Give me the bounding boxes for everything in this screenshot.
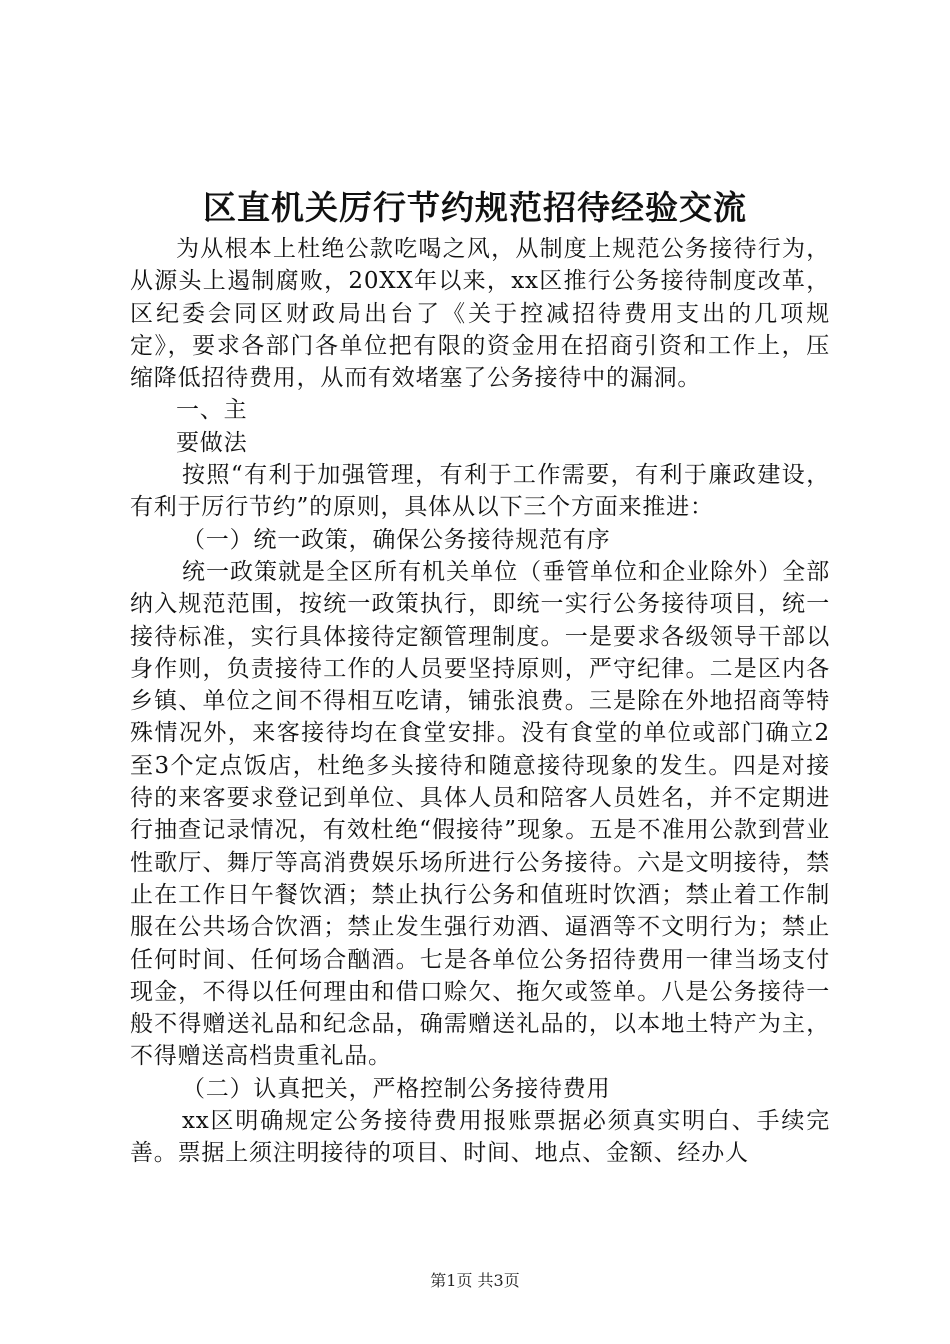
subheading-unified-policy: （一）统一政策，确保公务接待规范有序 bbox=[182, 526, 611, 553]
document-title: 区直机关厉行节约规范招待经验交流 bbox=[203, 188, 747, 227]
heading-main-methods-part1: 一、主 bbox=[176, 397, 248, 424]
paragraph-strict-control: xx区明确规定公务接待费用报账票据必须真实明白、手续完善。票据上须注明接待的项目、时间、地点、金额、经办人 bbox=[130, 1108, 830, 1167]
subheading-strict-control: （二）认真把关，严格控制公务接待费用 bbox=[182, 1075, 611, 1102]
paragraph-unified-policy: 统一政策就是全区所有机关单位（垂管单位和企业除外）全部纳入规范范围，按统一政策执行，即统一实行公务接待项目，统一接待标准，实行具体接待定额管理制度。一是要求各级领导干部以身作则，负责接待工作的人员要坚持原则，严守纪律。二是区内各乡镇、单位之间不得相互吃请，铺张浪费。三是除在外地招商等特殊情况外，来客接待均在食堂安排。没有食堂的单位或部门确立2至3个定点饭店，杜绝多头接待和随意接待现象的发生。四是对接待的来客要求登记到单位、具体人员和陪客人员姓名，并不定期进行抽查记录情况，有效杜绝“假接待”现象。五是不准用公款到营业性歌厅、舞厅等高消费娱乐场所进行公务接待。六是文明接待，禁止在工作日午餐饮酒；禁止执行公务和值班时饮酒；禁止着工作制服在公共场合饮酒；禁止发生强行劝酒、逼酒等不文明行为；禁止任何时间、任何场合酗酒。七是各单位公务招待费用一律当场支付现金，不得以任何理由和借口赊欠、拖欠或签单。八是公务接待一般不得赠送礼品和纪念品，确需赠送礼品的，以本地土特产为主，不得赠送高档贵重礼品。 bbox=[130, 558, 830, 1070]
document-body bbox=[130, 233, 830, 1170]
paragraph-principles: 按照“有利于加强管理，有利于工作需要，有利于廉政建设，有利于厉行节约”的原则，具体从以下三个方面来推进： bbox=[130, 462, 830, 521]
heading-main-methods-part2: 要做法 bbox=[176, 429, 248, 456]
paragraph-intro: 为从根本上杜绝公款吃喝之风，从制度上规范公务接待行为，从源头上遏制腐败，20XX年以来，xx区推行公务接待制度改革，区纪委会同区财政局出台了《关于控减招待费用支出的几项规定》，要求各部门各单位把有限的资金用在招商引资和工作上，压缩降低招待费用，从而有效堵塞了公务接待中的漏洞。 bbox=[130, 236, 830, 392]
page-footer: 第1页 共3页 bbox=[430, 1271, 520, 1290]
